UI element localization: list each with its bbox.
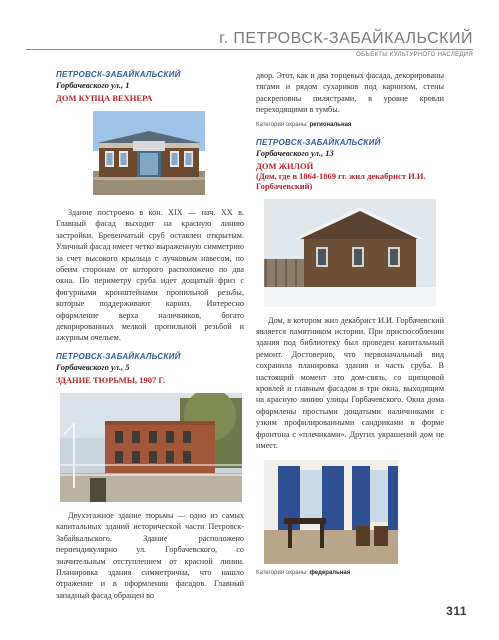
page-title: г. ПЕТРОВСК-ЗАБАЙКАЛЬСКИЙ <box>219 30 473 47</box>
entry1-location: ПЕТРОВСК-ЗАБАЙКАЛЬСКИЙ <box>56 70 181 79</box>
entry3-category <box>256 570 444 576</box>
photo-prison <box>60 393 242 502</box>
right-column <box>256 70 444 576</box>
photo-library-interior <box>264 460 398 564</box>
entry3-category-label: Категория охраны: <box>256 569 308 576</box>
library-interior-image <box>264 460 398 564</box>
entry3-name-subtitle: (Дом, где в 1864-1869 гг. жил декабрист И.И. Горбачевский) <box>256 170 426 191</box>
gorbachevsky-house-image <box>264 199 436 307</box>
entry2-text: Двухэтажное здание тюрьмы — одно из самых капитальных зданий исторической части Петровск-Забайкальского. Здание расположено перпендикулярно ул. Горбачевского, со значительным отступлением от красной линии. Планировка здания симметрична, что нашло отражение и в оформлении фасадов. Главный западный фасад обращен во <box>56 510 244 600</box>
photo-gorbachevsky-house <box>264 199 436 307</box>
entry2-location: ПЕТРОВСК-ЗАБАЙКАЛЬСКИЙ <box>56 351 181 361</box>
page-number: 311 <box>446 604 467 618</box>
photo-merchant-house <box>93 111 205 195</box>
entry1-name: ДОМ КУПЦА ВЕХНЕРА <box>56 93 153 103</box>
prison-image <box>60 393 242 502</box>
entry1-address: Горбачевского ул., 1 <box>56 80 130 90</box>
left-column <box>56 70 244 601</box>
entry2-continuation-text: двор. Этот, как и два торцевых фасада, декорированы тягами и рядом сухариков под карнизом, стены раскреповны пилястрами, в уровне кровли переходящими в тумбы. <box>256 71 444 115</box>
merchant-house-image <box>93 111 205 195</box>
entry2-category <box>256 122 444 128</box>
entry3-category-value: федеральная <box>309 569 351 576</box>
entry1-text: Здание построено в кон. XIX — нач. XX в. Главный фасад выходит на красную линию застройки. Бревенчатый сруб оставлен открытым. Уличный фасад имеет четко выраженную симметрию за счет высокого крыльца с лучковым навесом, по обеим сторонам от которого расположено по два окна. По периметру сруба идет дощатый фриз с фигурными кронштейнами пропильной резьбы, которые поддерживают карниз. Интересно оформление верха наличников, богато декорированных мелкой пропильной резьбой и ажурным очельем. <box>56 208 244 343</box>
entry2-name: ЗДАНИЕ ТЮРЬМЫ, 1907 Г. <box>56 374 166 385</box>
entry2-category-value: региональная <box>309 121 352 128</box>
entry3-location: ПЕТРОВСК-ЗАБАЙКАЛЬСКИЙ <box>256 137 381 147</box>
entry2-address: Горбачевского ул., 5 <box>56 361 130 372</box>
header-divider <box>26 49 473 50</box>
entry3-text: Дом, в котором жил декабрист И.И. Горбачевский является памятником истории. При приспособлении здания под библиотеку был проведен капитальный ремонт. Достоверно, что первоначальный вид сохранила планировка здания и часть сруба. В настоящий момент это дом-связь, со щипцовой кровлей и главным фасадом в три окна, выходящим на красную линию улицы Горбачевского. Окна дома оформлены простыми дощатыми наличниками с узким профилированными сандриками в форме фронтона с «плечиками». Других украшений дом не имеет. <box>256 315 444 451</box>
page-subtitle: ОБЪЕКТЫ КУЛЬТУРНОГО НАСЛЕДИЯ <box>356 52 473 58</box>
entry2-category-label: Категория охраны: <box>256 121 308 128</box>
entry3-name: ДОМ ЖИЛОЙ <box>256 160 314 171</box>
entry3-address: Горбачевского ул., 13 <box>256 147 334 158</box>
page-header <box>0 0 499 62</box>
